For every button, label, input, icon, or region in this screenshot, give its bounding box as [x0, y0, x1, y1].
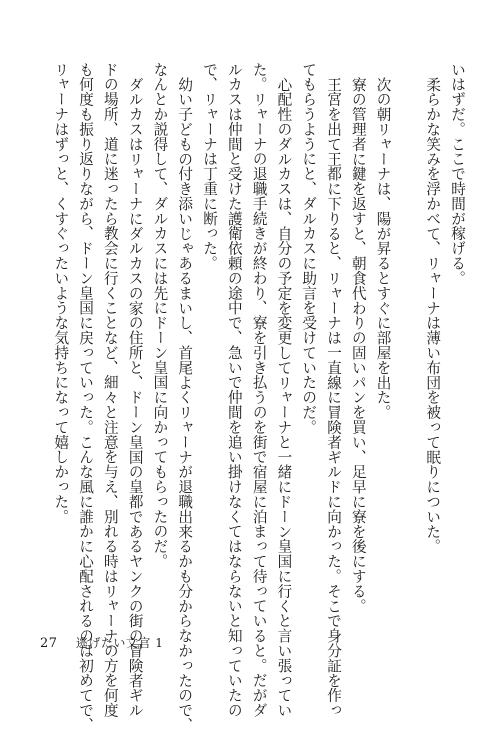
text-line: ダルカスはリャーナにダルカスの家の住所と、ドーン皇国の皇都であるヤンクの街の冒険者ギル — [126, 76, 144, 718]
text-line: 寮の管理者に鍵を返すと、朝食代わりの固いパンを買い、足早に寮を後にする。 — [349, 76, 367, 613]
book-title: 逃げたい文官 1 — [75, 636, 164, 650]
text-line: も何度も振り返りながら、ドーン皇国に戻っていった。こんな風に誰かに心配されるのは初めてで、 — [77, 62, 95, 733]
text-line: いはずだ。ここで時間が稼げる。 — [449, 62, 466, 286]
text-line: リャーナはずっと、くすぐったいような気持ちになって嬉しかった。 — [52, 62, 70, 524]
text-line: 次の朝リャーナは、陽が昇るとすぐに部屋を出た。 — [374, 76, 392, 420]
text-line: ルカスは仲間と受けた護衛依頼の途中で、急いで仲間を追い掛けなくてはならないと知っていたの — [225, 62, 243, 718]
text-line: た。リャーナの退職手続きが終わり、寮を引き払うのを街で宿屋に泊まって待っていると。だがダ — [250, 62, 268, 718]
text-line: ドの場所、道に迷ったら教会に行くことなど、細々と注意を与え、別れる時はリャーナの方を何度 — [101, 62, 119, 718]
section-break — [395, 62, 420, 622]
page-footer — [40, 634, 163, 651]
text-line: てもらうようにと、ダルカスに助言を受けていたのだ。 — [300, 62, 318, 435]
text-line: 王宮を出て王都に下りると、リャーナは一直線に冒険者ギルドに向かった。そこで身分証を作っ — [325, 76, 343, 718]
text-line: で、リャーナは丁重に断った。 — [201, 62, 219, 271]
text-line: 幼い子どもの付き添いじゃあるまいし、首尾よくリャーナが退職出来るかも分からなかったので、 — [176, 76, 194, 733]
text-line: 柔らかな笑みを浮かべて、リャーナは薄い布団を被って眠りについた。 — [424, 76, 442, 554]
text-line: なんとか説得して、ダルカスには先にドーン皇国に向かってもらったのだ。 — [151, 62, 169, 569]
page-number: 27 — [40, 636, 58, 651]
text-line: 心配性のダルカスは、自分の予定を変更してリャーナと一緒にドーン皇国に行くと言い張ってい — [275, 76, 293, 718]
